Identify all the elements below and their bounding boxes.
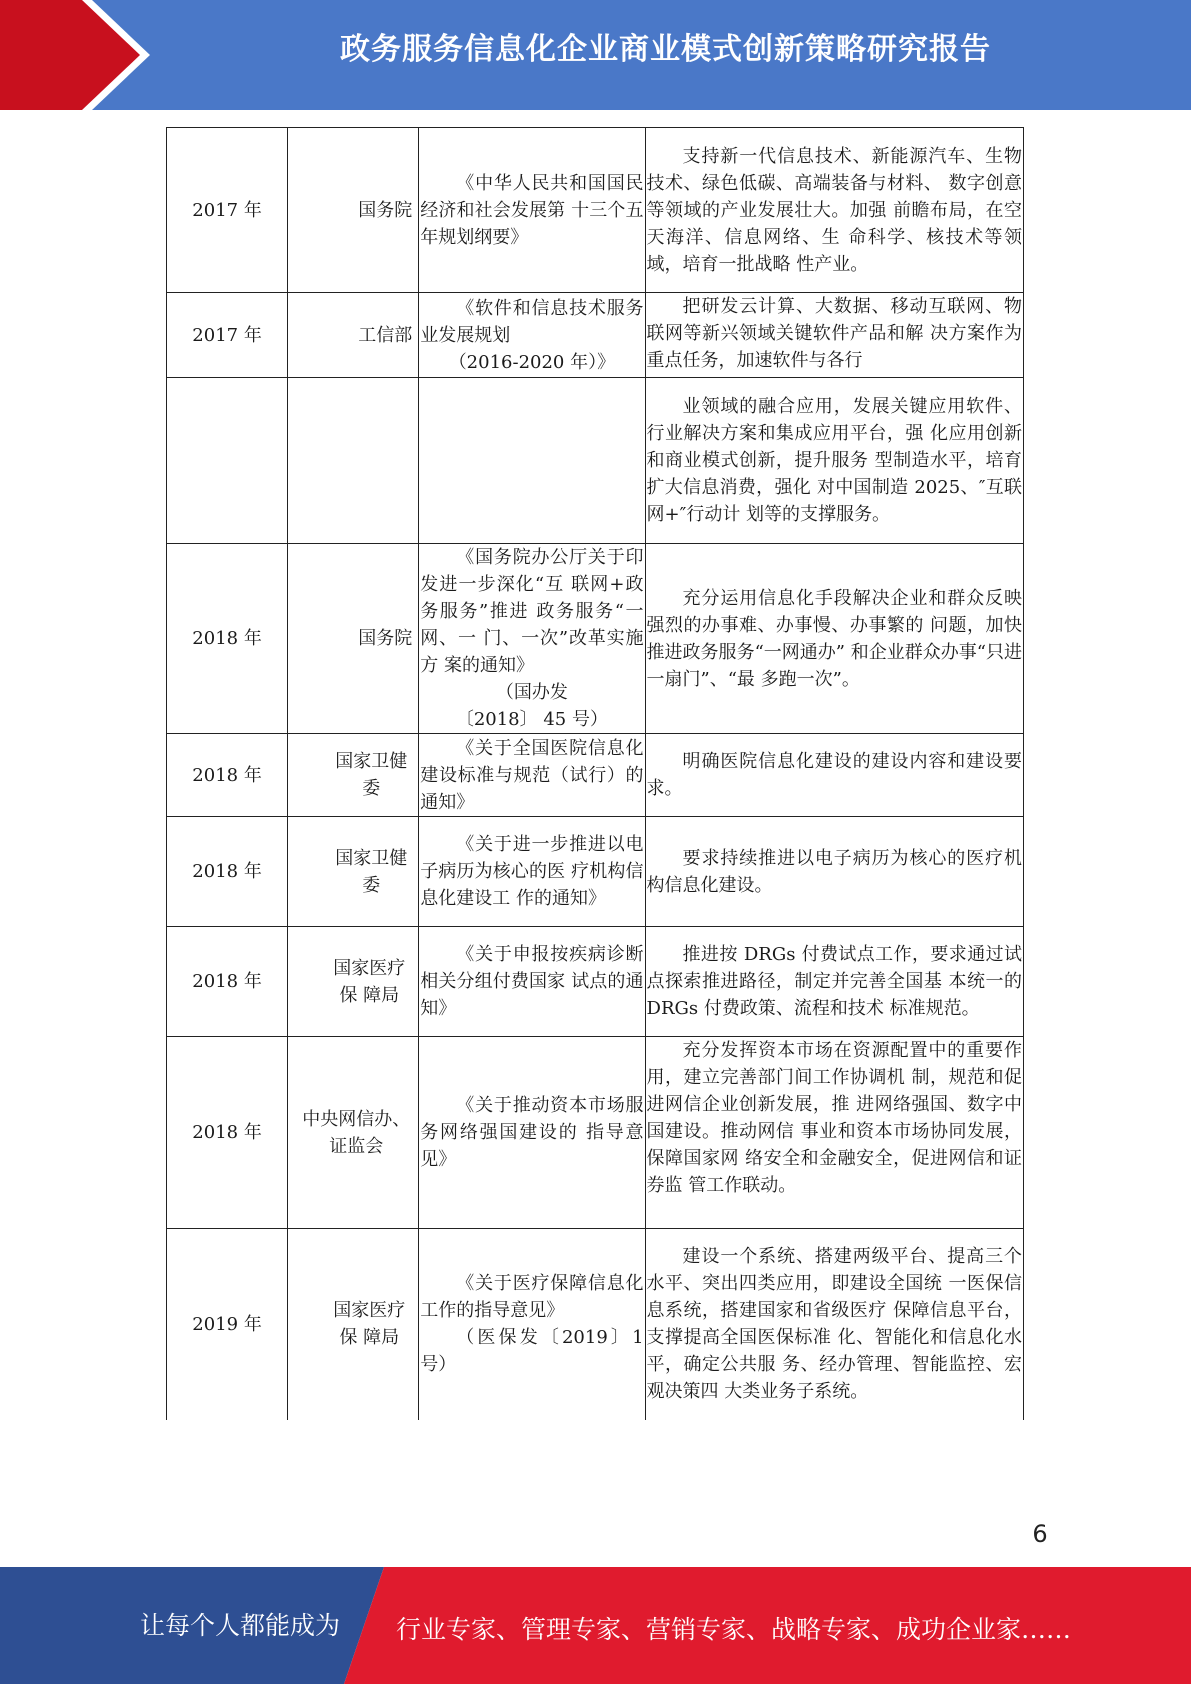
description-cell [645, 293, 1023, 378]
document-number: （医保发〔2019〕1 号） [420, 1327, 644, 1376]
description-text: 支持新一代信息技术、新能源汽车、生物技术、绿色低碳、高端装备与材料、 数字创意等领域的产业发展壮大。加强 前瞻布局，在空天海洋、信息网络、生 命科学、核技术等领域，培育一批战略 性产业。 [646, 145, 1022, 275]
document-cell [419, 1229, 645, 1420]
document-cell [419, 128, 645, 293]
department-cell: 国务院 [288, 128, 419, 293]
page-footer [0, 1567, 1191, 1684]
department-cell [288, 927, 419, 1037]
document-cell [419, 1037, 645, 1229]
footer-slogan-left: 让每个人都能成为 [140, 1611, 341, 1640]
department-cell [288, 817, 419, 927]
footer-slogan-right: 行业专家、管理专家、营销专家、战略专家、成功企业家…… [396, 1615, 1072, 1644]
department-cell: 国务院 [288, 544, 419, 734]
department-cell [288, 734, 419, 817]
description-cell [645, 1229, 1023, 1420]
department-cell: 工信部 [288, 293, 419, 378]
year-cell: 2018 年 [167, 817, 288, 927]
year-cell: 2018 年 [167, 734, 288, 817]
document-cell [419, 293, 645, 378]
document-title: 《关于申报按疾病诊断相关分组付费国家 试点的通知》 [420, 944, 644, 1019]
year-cell [167, 378, 288, 544]
document-period: （2016-2020 年）》 [448, 351, 616, 373]
table-row [167, 293, 1024, 378]
description-text: 要求持续推进以电子病历为核心的医疗机构信息化建设。 [646, 847, 1022, 896]
year-cell: 2017 年 [167, 128, 288, 293]
table-row [167, 817, 1024, 927]
table-row [167, 128, 1024, 293]
description-cell [645, 128, 1023, 293]
policy-table [166, 127, 1024, 1420]
year-cell: 2017 年 [167, 293, 288, 378]
document-title: 《软件和信息技术服务业发展规划 [420, 297, 644, 346]
page-number: 6 [1032, 1520, 1048, 1548]
description-text: 明确医院信息化建设的建设内容和建设要求。 [646, 751, 1022, 799]
year-cell: 2018 年 [167, 544, 288, 734]
description-cell [645, 734, 1023, 817]
document-number-year: 〔2018〕 45 号） [455, 709, 608, 730]
table-row [167, 1229, 1024, 1420]
document-cell [419, 544, 645, 734]
document-title: 《关于推动资本市场服务网络强国建设的 指导意见》 [420, 1095, 644, 1170]
description-text: 充分发挥资本市场在资源配置中的重要作用，建立完善部门间工作协调机 制，规范和促进网信企业创新发展，推 进网络强国、数字中国建设。推动网信 事业和资本市场协同发展，保障国家网 络安全和金融安全，促进网信和证券监 管工作联动。 [646, 1040, 1022, 1196]
document-cell [419, 927, 645, 1037]
description-cell [645, 1037, 1023, 1229]
department-cell [288, 1037, 419, 1229]
department-name: 中央网信办、证监会 [302, 1108, 411, 1157]
document-number: （国办发 [495, 682, 568, 703]
table-row [167, 927, 1024, 1037]
description-cell [645, 544, 1023, 734]
document-cell [419, 378, 645, 544]
department-name: 国家卫健委 [335, 751, 408, 799]
description-text: 业领域的融合应用，发展关键应用软件、行业解决方案和集成应用平台，强 化应用创新和商业模式创新，提升服务 型制造水平，培育扩大信息消费，强化 对中国制造 2025、″互联网+″行动计 划等的支撑服务。 [646, 396, 1022, 525]
document-title: 《关于进一步推进以电子病历为核心的医 疗机构信息化建设工 作的通知》 [420, 834, 644, 909]
description-cell [645, 817, 1023, 927]
document-cell [419, 817, 645, 927]
page-title: 政务服务信息化企业商业模式创新策略研究报告 [340, 32, 991, 67]
department-name: 国家医疗保 障局 [333, 957, 406, 1006]
department-name: 国家医疗保 障局 [333, 1300, 406, 1349]
year-cell: 2019 年 [167, 1229, 288, 1420]
document-title: 《关于全国医院信息化建设标准与规范（试行）的通知》 [420, 737, 644, 813]
department-cell [288, 1229, 419, 1420]
document-cell [419, 734, 645, 817]
table-row [167, 544, 1024, 734]
page-header [0, 0, 1191, 110]
document-title: 《中华人民共和国国民经济和社会发展第 十三个五年规划纲要》 [420, 172, 644, 248]
description-text: 推进按 DRGs 付费试点工作，要求通过试点探索推进路径，制定并完善全国基 本统一的 DRGs 付费政策、流程和技术 标准规范。 [646, 944, 1022, 1019]
year-cell: 2018 年 [167, 1037, 288, 1229]
department-cell [288, 378, 419, 544]
description-cell [645, 378, 1023, 544]
year-cell: 2018 年 [167, 927, 288, 1037]
description-text: 把研发云计算、大数据、移动互联网、物联网等新兴领域关键软件产品和解 决方案作为重点任务，加速软件与各行 [646, 296, 1022, 371]
table-row [167, 1037, 1024, 1229]
description-text: 建设一个系统、搭建两级平台、提高三个水平、突出四类应用，即建设全国统 一医保信息系统，搭建国家和省级医疗 保障信息平台，支撑提高全国医保标准 化、智能化和信息化水平，确定公共服 务、经办管理、智能监控、宏观决策四 大类业务子系统。 [646, 1246, 1022, 1403]
table-row [167, 734, 1024, 817]
description-text: 充分运用信息化手段解决企业和群众反映强烈的办事难、办事慢、办事繁的 问题，加快推进政务服务“一网通办” 和企业群众办事“只进一扇门”、“最 多跑一次”。 [646, 587, 1022, 690]
description-cell [645, 927, 1023, 1037]
document-title: 《关于医疗保障信息化工作的指导意见》 [420, 1273, 644, 1322]
department-name: 国家卫健委 [335, 847, 408, 896]
table-row [167, 378, 1024, 544]
document-title: 《国务院办公厅关于印发进一步深化“互 联网+政务服务”推进 政务服务“一网、一 门、一次”改革实施方 案的通知》 [420, 547, 644, 676]
